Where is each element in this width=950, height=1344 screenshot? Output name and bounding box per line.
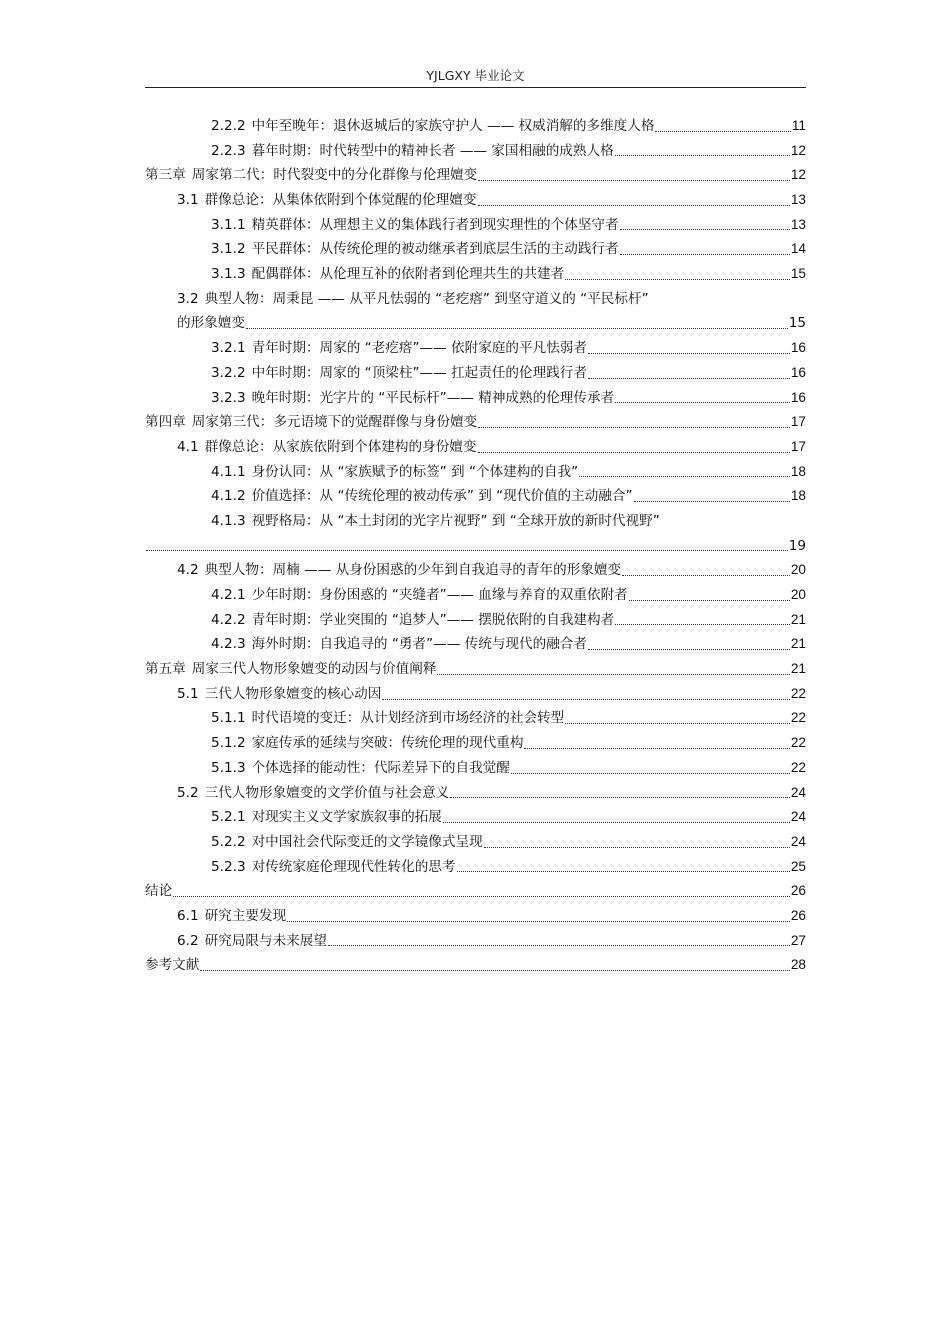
toc-entry-number: 5.1.3 [211,759,246,776]
toc-entry-title [211,361,587,386]
toc-entry[interactable] [145,756,806,781]
toc-page-number: 24 [790,833,806,849]
toc-entry[interactable] [145,632,806,657]
toc-leader-dots [246,328,788,329]
toc-entry[interactable] [145,657,806,682]
toc-page-number: 12 [790,167,806,183]
toc-entry-continuation[interactable] [145,534,806,559]
toc-entry-title [177,781,449,806]
toc-leader-dots [173,896,790,897]
toc-leader-dots [622,575,790,576]
toc-page-number: 19 [788,537,806,554]
toc-entry[interactable] [145,805,806,830]
toc-entry-number: 5.1.2 [211,735,246,752]
toc-entry-title [211,336,587,361]
toc-entry-text: 平民群体：从传统伦理的被动继承者到底层生活的主动践行者 [251,241,619,258]
toc-entry-text: 青年时期：周家的 “老疙瘩”—— 依附家庭的平凡怯弱者 [251,340,587,357]
toc-entry-text: 少年时期：身份困惑的 “夹缝者”—— 血缘与养育的双重依附者 [251,587,628,604]
toc-entry-number: 4.2 [177,562,199,579]
toc-entry-text: 三代人物形象嬗变的文学价值与社会意义 [204,784,450,801]
toc-entry-number: 第四章 [145,414,186,431]
toc-entry-number: 5.2.2 [211,833,246,850]
toc-entry-title [177,435,477,460]
toc-entry-title [145,657,436,682]
toc-entry-text: 参考文献 [145,957,200,974]
toc-entry[interactable] [145,855,806,880]
toc-entry-text: 群像总论：从集体依附到个体觉醒的伦理嬗变 [204,192,477,209]
toc-entry-text: 周家第三代：多元语境下的觉醒群像与身份嬗变 [191,414,478,431]
toc-entry-text: 中年至晚年：退休返城后的家族守护人 —— 权威消解的多维度人格 [251,117,655,134]
toc-leader-dots [629,600,790,601]
toc-entry-title [211,706,564,731]
toc-entry-title [211,114,654,139]
toc-entry-title [211,855,456,880]
toc-leader-dots [588,378,790,379]
toc-entry-text: 三代人物形象嬗变的核心动因 [204,685,382,702]
toc-page-number: 13 [790,192,806,208]
toc-page-number: 16 [790,340,806,356]
toc-leader-dots [565,279,790,280]
toc-entry[interactable] [145,386,806,411]
toc-entry-number: 5.1 [177,685,199,702]
toc-entry-title [211,509,660,534]
toc-leader-dots [328,945,790,946]
toc-entry[interactable] [145,287,806,312]
toc-page-number: 22 [790,759,806,775]
toc-entry[interactable] [145,460,806,485]
toc-leader-dots [511,773,790,774]
toc-leader-dots [146,550,788,551]
toc-entry[interactable] [145,830,806,855]
toc-entry[interactable] [145,435,806,460]
toc-entry[interactable] [145,361,806,386]
toc-entry-text: 中年时期：周家的 “顶梁柱”—— 扛起责任的伦理践行者 [251,364,587,381]
toc-page-number: 12 [790,142,806,158]
toc-entry-text: 典型人物：周秉昆 —— 从平凡怯弱的 “老疙瘩” 到坚守道义的 “平民标杆” [204,290,649,307]
toc-entry-title [211,830,483,855]
toc-entry-title [177,188,477,213]
toc-entry-number: 2.2.2 [211,117,246,134]
toc-entry-number: 4.2.1 [211,587,246,604]
toc-entry[interactable] [145,262,806,287]
toc-leader-dots [443,822,790,823]
toc-entry-text: 时代语境的变迁：从计划经济到市场经济的社会转型 [251,710,565,727]
toc-page-number: 22 [790,710,806,726]
toc-entry-title [211,484,633,509]
toc-leader-dots [634,501,790,502]
toc-entry[interactable] [145,929,806,954]
toc-entry-number: 4.1.1 [211,463,246,480]
toc-entry-text: 价值选择：从 “传统伦理的被动传承” 到 “现代价值的主动融合” [251,488,633,505]
toc-page-number: 21 [790,636,806,652]
toc-page-number: 17 [790,438,806,454]
toc-entry-number: 4.2.2 [211,611,246,628]
toc-entry-title [211,756,510,781]
toc-entry-title [211,386,614,411]
toc-entry-text: 群像总论：从家族依附到个体建构的身份嬗变 [204,438,477,455]
toc-page-number: 16 [790,389,806,405]
toc-page-number: 22 [790,735,806,751]
toc-leader-dots [620,254,790,255]
toc-entry-text: 研究主要发现 [204,907,287,924]
toc-leader-dots [478,427,790,428]
toc-page-number: 26 [790,907,806,923]
toc-page-number: 15 [788,315,806,332]
header-rule [145,87,806,88]
toc-entry-text: 视野格局：从 “本土封闭的光字片视野” 到 “全球开放的新时代视野” [251,512,660,529]
toc-page-number: 27 [790,932,806,948]
toc-entry[interactable] [145,608,806,633]
toc-entry-number: 4.1.3 [211,512,246,529]
toc-entry[interactable] [145,953,806,978]
toc-entry[interactable] [145,781,806,806]
toc-entry-text: 研究局限与未来展望 [204,932,327,949]
toc-entry-number: 4.1.2 [211,488,246,505]
toc-page-number: 20 [790,587,806,603]
toc-leader-dots [287,921,790,922]
toc-entry[interactable] [145,484,806,509]
toc-entry-text: 精英群体：从理想主义的集体践行者到现实理性的个体坚守者 [251,216,619,233]
toc-entry-number: 5.1.1 [211,710,246,727]
toc-entry-title [177,682,381,707]
toc-page-number: 18 [790,488,806,504]
toc-leader-dots [655,131,790,132]
toc-leader-dots [382,699,790,700]
toc-page-number: 17 [790,414,806,430]
toc-leader-dots [565,723,790,724]
toc-page-number: 21 [790,661,806,677]
toc-entry-title [211,213,619,238]
toc-page-number: 22 [790,685,806,701]
toc-entry-text: 对现实主义文学家族叙事的拓展 [251,809,442,826]
toc-entry-text: 配偶群体：从伦理互补的依附者到伦理共生的共建者 [251,266,565,283]
toc-entry-text: 身份认同：从 “家族赋予的标签” 到 “个体建构的自我” [251,463,579,480]
toc-entry-text: 周家第二代：时代裂变中的分化群像与伦理嬗变 [191,167,478,184]
toc-entry-text: 晚年时期：光字片的 “平民标杆”—— 精神成熟的伦理传承者 [251,389,615,406]
toc-entry-text: 海外时期：自我追寻的 “勇者”—— 传统与现代的融合者 [251,636,587,653]
toc-entry-number: 3.1.3 [211,266,246,283]
toc-page-number: 20 [790,562,806,578]
toc-entry[interactable] [145,682,806,707]
toc-page-number: 11 [791,117,806,133]
toc-page-number: 16 [790,364,806,380]
toc-entry-number: 5.2 [177,784,199,801]
toc-entry[interactable] [145,904,806,929]
toc-entry-text: 典型人物：周楠 —— 从身份困惑的少年到自我追寻的青年的形象嬗变 [204,562,622,579]
toc-entry-text: 青年时期：学业突围的 “追梦人”—— 摆脱依附的自我建构者 [251,611,615,628]
toc-leader-dots [588,353,790,354]
toc-entry[interactable] [145,114,806,139]
toc-leader-dots [200,970,790,971]
toc-entry-title [145,953,199,978]
toc-entry-number: 6.1 [177,907,199,924]
toc-page-number: 24 [790,809,806,825]
toc-leader-dots [588,649,790,650]
toc-leader-dots [478,205,790,206]
toc-entry-title [211,632,587,657]
toc-entry-title [145,879,172,904]
toc-page-number: 24 [790,784,806,800]
toc-entry[interactable] [145,558,806,583]
toc-entry-number: 3.2.3 [211,389,246,406]
toc-page-number: 26 [790,883,806,899]
toc-entry[interactable] [145,163,806,188]
toc-entry-title [211,262,564,287]
toc-entry-number: 4.1 [177,438,199,455]
toc-entry[interactable] [145,731,806,756]
toc-leader-dots [478,452,790,453]
toc-entry-number: 第三章 [145,167,186,184]
toc-page-number: 28 [790,957,806,973]
toc-leader-dots [615,155,790,156]
toc-entry-title [211,731,523,756]
toc-entry-title [211,805,442,830]
toc-entry-title [211,608,614,633]
toc-leader-dots [524,748,789,749]
toc-leader-dots [615,402,790,403]
toc-page-number: 14 [790,241,806,257]
toc-entry-continuation[interactable] [145,312,806,337]
toc-entry[interactable] [145,237,806,262]
toc-page-number: 21 [790,611,806,627]
toc-entry[interactable] [145,213,806,238]
toc-entry-number: 5.2.3 [211,858,246,875]
toc-entry-number: 6.2 [177,932,199,949]
toc-entry-text: 对传统家庭伦理现代性转化的思考 [251,858,456,875]
toc-entry[interactable] [145,509,806,534]
toc-entry[interactable] [145,879,806,904]
toc-entry-number: 3.2 [177,290,199,307]
toc-entry-text-continued: 的形象嬗变 [177,315,245,332]
toc-leader-dots [450,797,790,798]
toc-entry-text: 家庭传承的延续与突破：传统伦理的现代重构 [251,735,524,752]
toc-entry-text: 周家三代人物形象嬗变的动因与价值阐释 [191,661,437,678]
toc-entry-title [211,139,614,164]
toc-entry-number: 3.1.1 [211,216,246,233]
toc-entry-title [145,163,477,188]
toc-entry-text: 对中国社会代际变迁的文学镜像式呈现 [251,833,483,850]
toc-entry-text: 暮年时期：时代转型中的精神长者 —— 家国相融的成熟人格 [251,142,614,159]
toc-leader-dots [484,847,790,848]
toc-entry[interactable] [145,410,806,435]
toc-entry-title [177,558,621,583]
toc-entry-text: 结论 [145,883,173,900]
toc-leader-dots [437,674,789,675]
toc-leader-dots [478,180,790,181]
toc-entry[interactable] [145,188,806,213]
toc-entry-title [211,460,578,485]
toc-entry[interactable] [145,707,806,732]
toc-entry-number: 3.2.1 [211,340,246,357]
toc-entry-number: 5.2.1 [211,809,246,826]
toc-page-number: 25 [790,858,806,874]
toc-entry[interactable] [145,583,806,608]
toc-entry-number: 3.1.2 [211,241,246,258]
toc-entry-number: 2.2.3 [211,142,246,159]
toc-entry-title [145,410,477,435]
toc-entry-title [211,237,619,262]
toc-leader-dots [579,476,790,477]
toc-leader-dots [615,624,790,625]
toc-entry-title [177,904,286,929]
toc-entry-number: 3.1 [177,192,199,209]
toc-entry-number: 第五章 [145,661,186,678]
toc-entry-text: 个体选择的能动性：代际差异下的自我觉醒 [251,759,510,776]
toc-entry-number: 3.2.2 [211,364,246,381]
toc-page-number: 18 [790,463,806,479]
toc-page-number: 15 [790,266,806,282]
toc-entry-number: 4.2.3 [211,636,246,653]
toc-entry-title [177,287,649,312]
toc-entry-title [211,583,628,608]
toc-page-number: 13 [790,216,806,232]
table-of-contents [145,114,806,978]
page-header: YJLGXY 毕业论文 [426,68,525,83]
toc-leader-dots [620,229,790,230]
toc-leader-dots [457,871,790,872]
toc-entry[interactable] [145,336,806,361]
toc-entry[interactable] [145,139,806,164]
toc-entry-title [177,929,327,954]
